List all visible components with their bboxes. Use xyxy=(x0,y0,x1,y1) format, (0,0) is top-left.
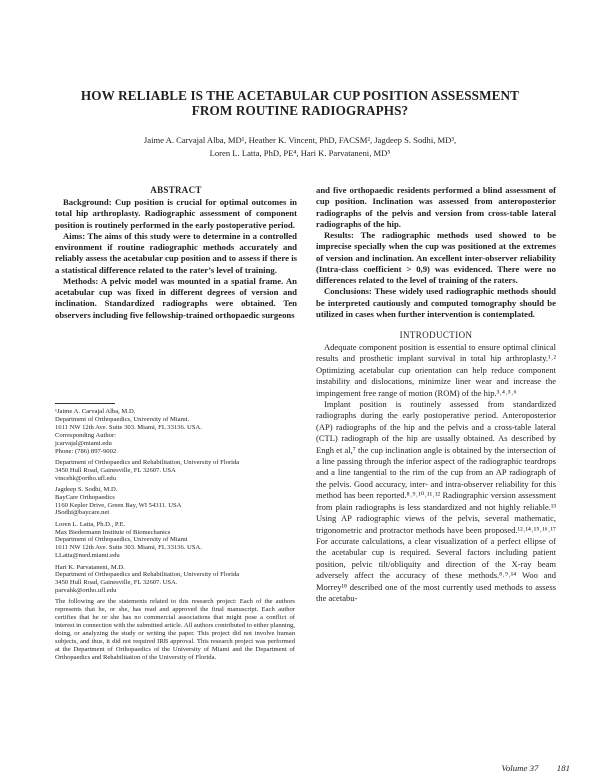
footnote-line: Loren L. Latta, Ph.D., P.E. xyxy=(55,520,126,528)
footnote-blocks xyxy=(55,408,295,595)
footnote-line: jcarvajal@miami.edu xyxy=(55,439,112,447)
footnote-line: Department of Orthopaedics, University of Miami. xyxy=(55,415,190,423)
introduction-paragraph-1: Adequate component position is essential to ensure optimal clinical results and prosthetic implant survival in total hip arthroplasty.¹˒² Optimizing acetabular cup orientation can help reduce component instability and dislocations, minimize liner wear and increase the impingement free range of motion (ROM) of the hip.³˒⁴˒⁵˒⁶ xyxy=(316,342,556,398)
footnote-line: Hari K. Parvataneni, M.D. xyxy=(55,563,125,571)
abstract-background: Background: Cup position is crucial for optimal outcomes in total hip arthroplasty. Radiographic assessment of component position is routinely performed in the early postoperative period. xyxy=(55,197,297,230)
footnote-line: Department of Orthopaedics, University of Miami xyxy=(55,536,188,544)
footnote-line: Department of Orthopaedics and Rehabilitation, University of Florida xyxy=(55,458,240,466)
footnote-line: vincehk@ortho.ufl.edu xyxy=(55,474,117,482)
disclosure-statement: The following are the statements related to this research project: Each of the authors represents that he, or she, has read and approved the final manuscript. Each author certifies that he or she has no commercial associations that might pose a conflict of interest in connection with the submitted article. All authors contributed to either planning, doing, or analyzing the study or writing the paper. This project did not involve human subjects, and thus, it did not required IRB approval. This research project was performed at the Department of Orthopaedics of the University of Miami and the Department of Orthopaedics and Rehabilitation of the University of Florida. xyxy=(55,598,295,661)
abstract-conclusions: Conclusions: These widely used radiographic methods should be interpreted cautiously and computed tomography should be utilized in cases when further intervention is contemplated. xyxy=(316,286,556,319)
article-title xyxy=(60,88,540,118)
footnotes xyxy=(55,403,295,662)
page-number: 181 xyxy=(556,763,570,773)
abstract-heading: ABSTRACT xyxy=(150,185,202,195)
authors-line-2: Loren L. Latta, PhD, PE⁴, Hari K. Parvataneni, MD⁵ xyxy=(209,148,391,158)
footnote-rule xyxy=(55,403,115,404)
footnote-line: 1611 NW 12th Ave. Suite 303. Miami, FL 33136. USA. xyxy=(55,423,202,431)
title-line-1: HOW RELIABLE IS THE ACETABULAR CUP POSITION ASSESSMENT xyxy=(80,88,520,103)
right-column xyxy=(316,185,556,604)
footnote-block xyxy=(55,521,295,561)
abstract-results: Results: The radiographic methods used showed to be imprecise specially when the cup was positioned at the extremes of version and inclination. An excellent inter-observer reliability (Intra-class coefficient > 0,9) was evidenced. There were no differences related to the level of training of the raters. xyxy=(316,230,556,285)
footnote-line: Phone: (786) 897-9002 xyxy=(55,447,117,455)
footnote-line: JSodhi@baycare.net xyxy=(55,509,110,517)
page-footer xyxy=(501,763,570,773)
abstract-continued xyxy=(316,185,556,320)
introduction-paragraph-2: Implant position is routinely assessed from standardized radiographs during the early postoperative period. Anteroposterior (AP) radiographs of the hip and the pelvis and a cross-table lateral (CTL) radiograph of the hip are usually obtained. As described by Engh et al,⁷ the cup inclination angle is obtained by the intersection of a line passing through the inferior aspect of the radiographic teardrops and a line tangential to the rim of the cup from an AP radiograph of the pelvis. Good accuracy, inter- and intra-observer reliability for this method has been reported.⁸˒⁹˒¹⁰˒¹¹˒¹² Radiographic version assessment from plain radiographs is less standardized and not highly reliable.¹³ Using AP radiographic views of the pelvis, several mathematic, trigonometric and protractor methods have been proposed.¹²˒¹⁴˒¹⁵˒¹⁶˒¹⁷ For accurate calculations, a clear visualization of a perfect ellipse of the acetabular cup is required. Several factors including patient position, pelvic tilt/obliquity and direction of the X-ray beam adversely affect the accuracy of these methods.⁸˒⁹˒¹⁴ Woo and Morrey¹⁸ described one of the most currently used methods to assess the acetabu- xyxy=(316,399,556,603)
introduction-heading: INTRODUCTION xyxy=(399,330,473,340)
footnote-line: 1611 NW 12th Ave. Suite 303. Miami, FL 33136. USA. xyxy=(55,544,202,552)
abstract-section xyxy=(55,185,297,321)
footnote-block xyxy=(55,486,295,518)
footnote-line: Max Biedermann Institute of Biomechanics xyxy=(55,528,171,536)
footnote-line: 3450 Hull Road, Gainesville, FL 32607. USA. xyxy=(55,579,178,587)
abstract-aims: Aims: The aims of this study were to determine in a controlled environment if routine radiographic methods accurately and reliably assess the acetabular cup position and to assess if there is a statistical difference related to the rater’s level of training. xyxy=(55,230,297,275)
footnote-block xyxy=(55,459,295,483)
volume-label: Volume 37 xyxy=(501,763,539,773)
abstract-methods: Methods: A pelvic model was mounted in a spatial frame. An acetabular cup was fixed in different degrees of version and inclination. Standardized radiographs were obtained. Ten observers including five fellowship-trained orthopaedic surgeons xyxy=(55,275,297,320)
footnote-line: Jagdeep S. Sodhi, M.D. xyxy=(55,485,118,493)
author-list xyxy=(90,134,510,160)
footnote-line: Department of Orthopaedics and Rehabilitation, University of Florida xyxy=(55,571,240,579)
footnote-block xyxy=(55,408,295,455)
footnote-line: parvahk@ortho.ufl.edu xyxy=(55,587,117,595)
title-line-2: FROM ROUTINE RADIOGRAPHS? xyxy=(191,103,409,118)
footnote-line: 3450 Hull Road, Gainesville, FL 32607. USA xyxy=(55,466,176,474)
footnote-line: LLatta@med.miami.edu xyxy=(55,552,120,560)
footnote-line: BayCare Orthopaedics xyxy=(55,493,115,501)
footnote-line: ¹Jaime A. Carvajal Alba, M.D. xyxy=(55,408,136,415)
authors-line-1: Jaime A. Carvajal Alba, MD¹, Heather K. Vincent, PhD, FACSM², Jagdeep S. Sodhi, MD³, xyxy=(143,135,457,145)
abstract-methods-continued: and five orthopaedic residents performed a blind assessment of cup position. Inclination was assessed from anteroposterior radiographs of the pelvis and version from cross-table lateral radiographs of the hip. xyxy=(316,185,556,229)
footnote-line: 1160 Kepler Drive, Green Bay, WI 54311. USA xyxy=(55,501,182,509)
footnote-block xyxy=(55,564,295,596)
footnote-line: Corresponding Author: xyxy=(55,431,116,439)
introduction-body xyxy=(316,342,556,604)
